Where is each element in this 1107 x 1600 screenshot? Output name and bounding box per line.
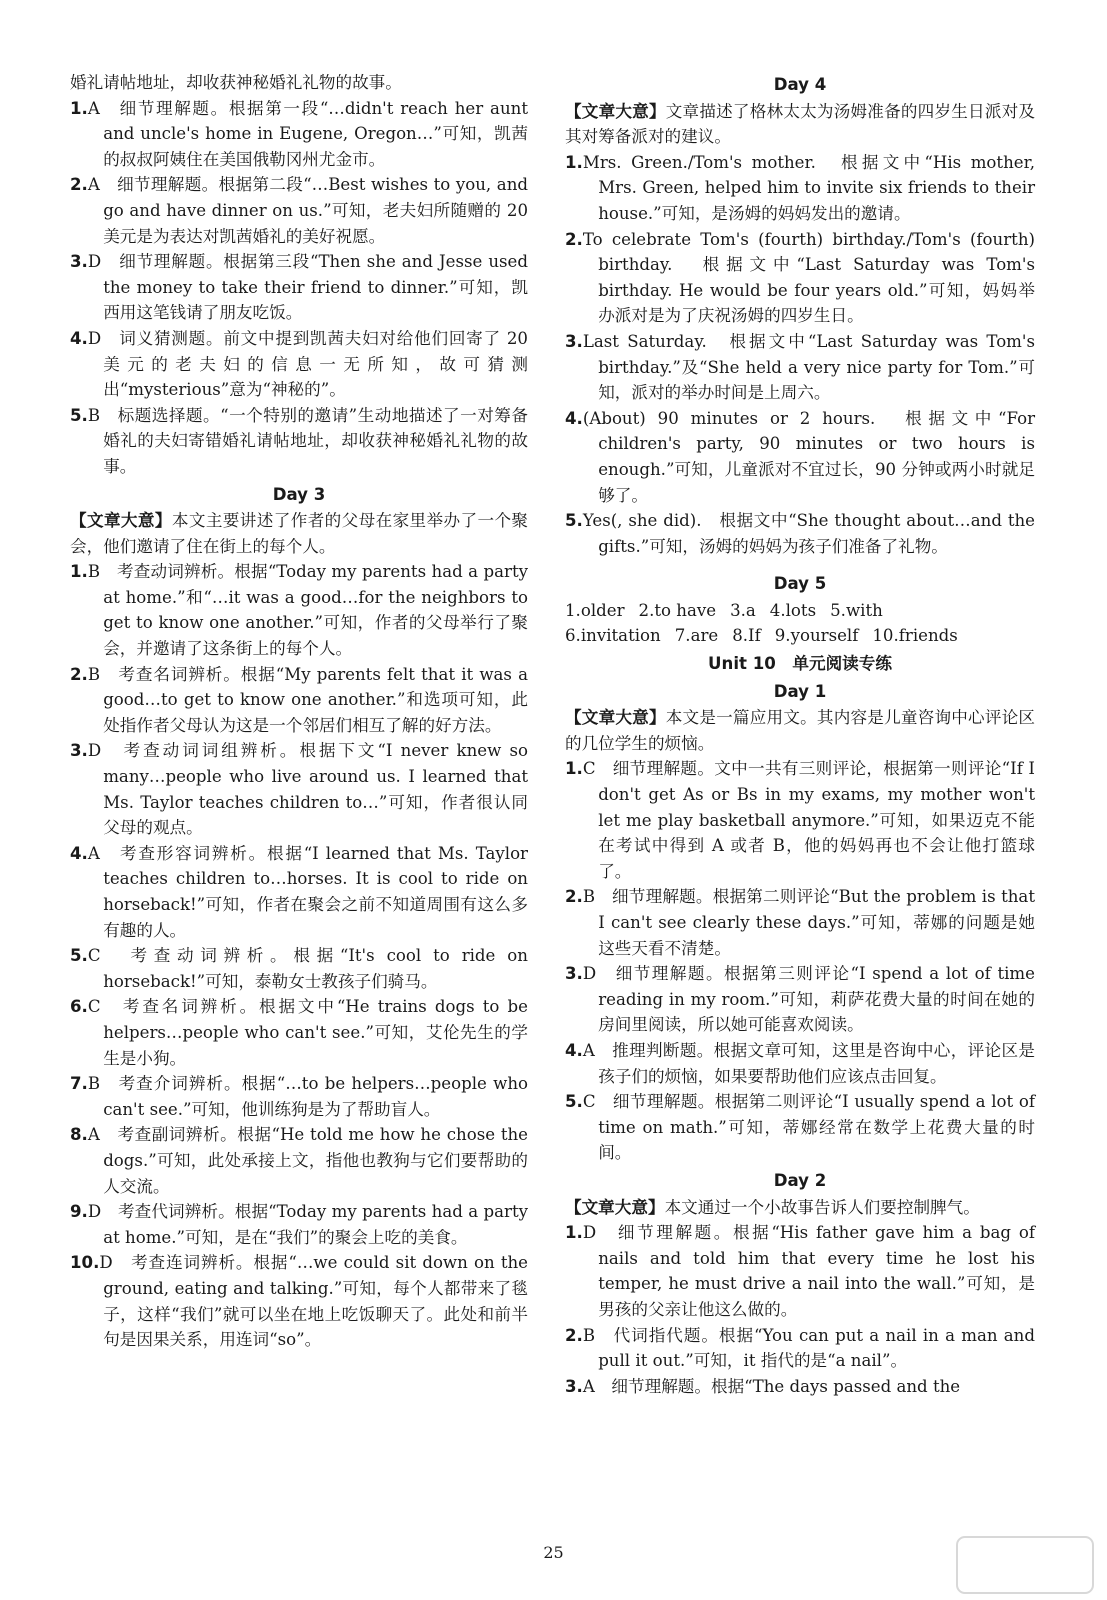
answer-item [70, 249, 528, 326]
item-explanation: C 考查动词辨析。根据“It's cool to ride on horseback!”可知，泰勒女士教孩子们骑马。 [87, 946, 528, 991]
article-summary [70, 508, 528, 559]
fill-answer: 5.with [830, 600, 883, 620]
item-explanation: B 细节理解题。根据第二则评论“But the problem is that I can't see clearly these days.”可知，蒂娜的问题是她这些天看不清楚。 [582, 887, 1035, 958]
answer-item [565, 1374, 1035, 1400]
item-explanation: Last Saturday. 根据文中“Last Saturday was Tom's birthday.”及“She held a very nice party for Tom.”可知，派对的举办时间是上周六。 [582, 331, 1035, 403]
summary-tag: 【文章大意】 [565, 101, 666, 121]
item-number: 5. [70, 946, 88, 966]
summary-tag: 【文章大意】 [565, 1197, 665, 1217]
item-number: 3. [565, 964, 583, 984]
answer-item [70, 172, 528, 249]
item-number: 1. [565, 152, 583, 172]
fill-blank-answers [565, 598, 1035, 624]
item-number: 9. [70, 1202, 88, 1222]
answer-item [70, 96, 528, 173]
answer-item [70, 841, 528, 943]
item-number: 5. [565, 1092, 583, 1112]
watermark-logo [955, 1535, 1095, 1595]
answer-item [565, 884, 1035, 961]
item-number: 2. [565, 1325, 583, 1345]
answer-item [565, 508, 1035, 559]
item-explanation: B 考查动词辨析。根据“Today my parents had a party at home.”和“…it was a good…for the neighbors to get to know one another.”可知，作者的父母举行了聚会，并邀请了这条街上的每个人。 [87, 562, 528, 659]
answer-item [70, 943, 528, 994]
section-gap [565, 559, 1035, 569]
item-number: 4. [70, 328, 88, 348]
summary-text: 本文是一篇应用文。其内容是儿童咨询中心评论区的几位学生的烦恼。 [565, 708, 1036, 753]
item-number: 5. [70, 405, 88, 425]
item-number: 4. [70, 843, 88, 863]
answer-item [70, 1122, 528, 1199]
summary-text: 本文主要讲述了作者的父母在家里举办了一个聚会，他们邀请了住在街上的每个人。 [70, 511, 529, 556]
item-number: 2. [565, 229, 583, 249]
fill-answer: 3.a [730, 600, 756, 620]
item-number: 1. [70, 98, 88, 118]
item-explanation: D 考查连词辨析。根据“…we could sit down on the ground, eating and talking.”可知，每个人都带来了毯子，这样“我们”就可以坐在地上吃饭聊天了。此处和前半句是因果关系，用连词“so”。 [99, 1253, 528, 1350]
item-explanation: B 考查名词辨析。根据“My parents felt that it was a good…to get to know one another.”和选项可知，此处指作者父母认为这是一个邻居们相互了解的好方法。 [87, 664, 528, 735]
paragraph: 婚礼请帖地址，却收获神秘婚礼礼物的故事。 [70, 73, 402, 92]
item-explanation: (About) 90 minutes or 2 hours. 根据文中“For children's party, 90 minutes or two hours is enough.”可知，儿童派对不宜过长，90 分钟或两小时就足够了。 [582, 408, 1035, 505]
item-explanation: C 考查名词辨析。根据文中“He trains dogs to be helpers…people who can't see.”可知，艾伦先生的学生是小狗。 [87, 997, 528, 1068]
answer-item [70, 1199, 528, 1250]
item-explanation: B 代词指代题。根据“You can put a nail in a man and pull it out.”可知，it 指代的是“a nail”。 [582, 1325, 1035, 1371]
day-heading: Day 5 [773, 574, 827, 594]
fill-answer: 2.to have [638, 600, 717, 620]
item-explanation: C 细节理解题。根据第二则评论“I usually spend a lot of time on math.”可知，蒂娜经常在数学上花费大量的时间。 [582, 1092, 1035, 1163]
item-number: 8. [70, 1125, 88, 1145]
fill-answer: 1.older [565, 600, 625, 620]
item-explanation: B 考查介词辨析。根据“…to be helpers…people who can't see.”可知，他训练狗是为了帮助盲人。 [87, 1074, 528, 1119]
item-explanation: A 细节理解题。根据第二段“…Best wishes to you, and go and have dinner on us.”可知，老夫妇所随赠的 20 美元是为表达对凯茜婚礼的美好祝愿。 [87, 175, 528, 246]
answer-item [565, 150, 1035, 227]
item-number: 3. [70, 741, 88, 761]
item-number: 4. [565, 1040, 583, 1060]
article-summary [565, 1195, 1035, 1221]
answer-item [565, 1089, 1035, 1166]
answer-item [70, 403, 528, 480]
item-explanation: Mrs. Green./Tom's mother. 根据文中“His mother, Mrs. Green, helped him to invite six friends to their house.”可知，是汤姆的妈妈发出的邀请。 [582, 152, 1035, 223]
item-number: 3. [70, 252, 88, 272]
item-number: 4. [565, 408, 583, 428]
item-number: 2. [70, 664, 88, 684]
item-explanation: D 细节理解题。根据“His father gave him a bag of nails and told him that every time he lost his temper, he must drive a nail into the wall.”可知，是男孩的父亲让他这么做的。 [582, 1223, 1035, 1319]
fill-answer: 6.invitation [565, 626, 661, 646]
item-explanation: A 考查形容词辨析。根据“I learned that Ms. Taylor teaches children to…horses. It is cool to ride on horseback!”可知，作者在聚会之前不知道周围有这么多有趣的人。 [87, 843, 528, 940]
day-heading: Day 1 [773, 681, 827, 701]
answer-item [70, 994, 528, 1071]
fill-blank-answers [565, 623, 1035, 649]
fill-answer: 7.are [674, 626, 719, 646]
answer-item [70, 559, 528, 661]
item-explanation: Yes(, she did). 根据文中“She thought about…and the gifts.”可知，汤姆的妈妈为孩子们准备了礼物。 [582, 511, 1035, 556]
item-explanation: C 细节理解题。文中一共有三则评论，根据第一则评论“If I don't get As or Bs in my exams, my mother won't let me play basketball anymore.”可知，如果迈克不能在考试中得到 A 或者 B，他的妈妈再也不会让他打篮球了。 [582, 759, 1035, 881]
article-summary [565, 99, 1035, 150]
fill-answer: 4.lots [769, 600, 817, 620]
answer-item [70, 662, 528, 739]
item-explanation: A 细节理解题。根据“The days passed and the [582, 1376, 961, 1396]
left-column [70, 70, 528, 1353]
item-number: 1. [70, 562, 88, 582]
item-explanation: To celebrate Tom's (fourth) birthday./Tom's (fourth) birthday. 根据文中“Last Saturday was Tom's birthday. He would be four years old.”可知，妈妈举办派对是为了庆祝汤姆的四岁生日。 [582, 229, 1035, 326]
answer-item [70, 326, 528, 403]
item-number: 1. [565, 1223, 583, 1243]
answer-item [70, 738, 528, 840]
page-number: 25 [543, 1543, 564, 1562]
item-number: 2. [70, 175, 88, 195]
item-number: 3. [565, 331, 583, 351]
item-number: 7. [70, 1074, 88, 1094]
day-heading: Day 2 [773, 1170, 827, 1190]
item-number: 5. [565, 511, 583, 531]
article-summary [565, 705, 1035, 756]
answer-item [70, 1250, 528, 1352]
fill-answer: 10.friends [872, 626, 958, 646]
item-explanation: B 标题选择题。“一个特别的邀请”生动地描述了一对筹备婚礼的夫妇寄错婚礼请帖地址，却收获神秘婚礼礼物的故事。 [87, 405, 528, 476]
answer-item [565, 1323, 1035, 1374]
summary-tag: 【文章大意】 [565, 708, 666, 728]
fill-answer: 9.yourself [774, 626, 859, 646]
item-explanation: A 考查副词辨析。根据“He told me how he chose the dogs.”可知，此处承接上文，指他也教狗与它们要帮助的人交流。 [87, 1125, 528, 1196]
answer-item [565, 961, 1035, 1038]
item-explanation: D 考查代词辨析。根据“Today my parents had a party at home.”可知，是在“我们”的聚会上吃的美食。 [87, 1202, 528, 1247]
answer-item [565, 1220, 1035, 1322]
unit-heading: Unit 10 单元阅读专练 [708, 654, 892, 674]
item-explanation: A 细节理解题。根据第一段“…didn't reach her aunt and uncle's home in Eugene, Oregon…”可知，凯茜的叔叔阿姨住在美国俄勒冈州尤金市。 [87, 98, 528, 169]
day-heading: Day 4 [773, 75, 827, 94]
answer-item [70, 1071, 528, 1122]
item-number: 1. [565, 759, 583, 779]
day-heading: Day 3 [272, 484, 326, 504]
item-number: 10. [70, 1253, 100, 1273]
item-explanation: A 推理判断题。根据文章可知，这里是咨询中心，评论区是孩子们的烦恼，如果要帮助他们应该点击回复。 [582, 1040, 1035, 1086]
answer-item [565, 329, 1035, 406]
summary-tag: 【文章大意】 [70, 511, 172, 531]
summary-text: 文章描述了格林太太为汤姆准备的四岁生日派对及其对筹备派对的建议。 [565, 101, 1036, 147]
item-number: 2. [565, 887, 583, 907]
answer-item [565, 756, 1035, 884]
answer-item [565, 1038, 1035, 1089]
summary-text: 本文通过一个小故事告诉人们要控制脾气。 [664, 1197, 980, 1217]
right-column [565, 70, 1035, 1399]
item-explanation: D 词义猜测题。前文中提到凯茜夫妇对给他们回寄了 20 美元的老夫妇的信息一无所知，故可猜测出“mysterious”意为“神秘的”。 [87, 328, 528, 400]
answer-item [565, 406, 1035, 508]
item-number: 6. [70, 997, 88, 1017]
item-number: 3. [565, 1376, 583, 1396]
answer-item [565, 227, 1035, 329]
item-explanation: D 考查动词词组辨析。根据下文“I never knew so many…people who live around us. I learned that Ms. Taylor teaches children to…”可知，作者很认同父母的观点。 [87, 741, 528, 838]
fill-answer: 8.If [732, 626, 761, 646]
item-explanation: D 细节理解题。根据第三则评论“I spend a lot of time reading in my room.”可知，莉萨花费大量的时间在她的房间里阅读，所以她可能喜欢阅读。 [582, 964, 1035, 1035]
item-explanation: D 细节理解题。根据第三段“Then she and Jesse used the money to take their friend to dinner.”可知，凯西用这笔钱请了朋友吃饭。 [87, 252, 528, 323]
